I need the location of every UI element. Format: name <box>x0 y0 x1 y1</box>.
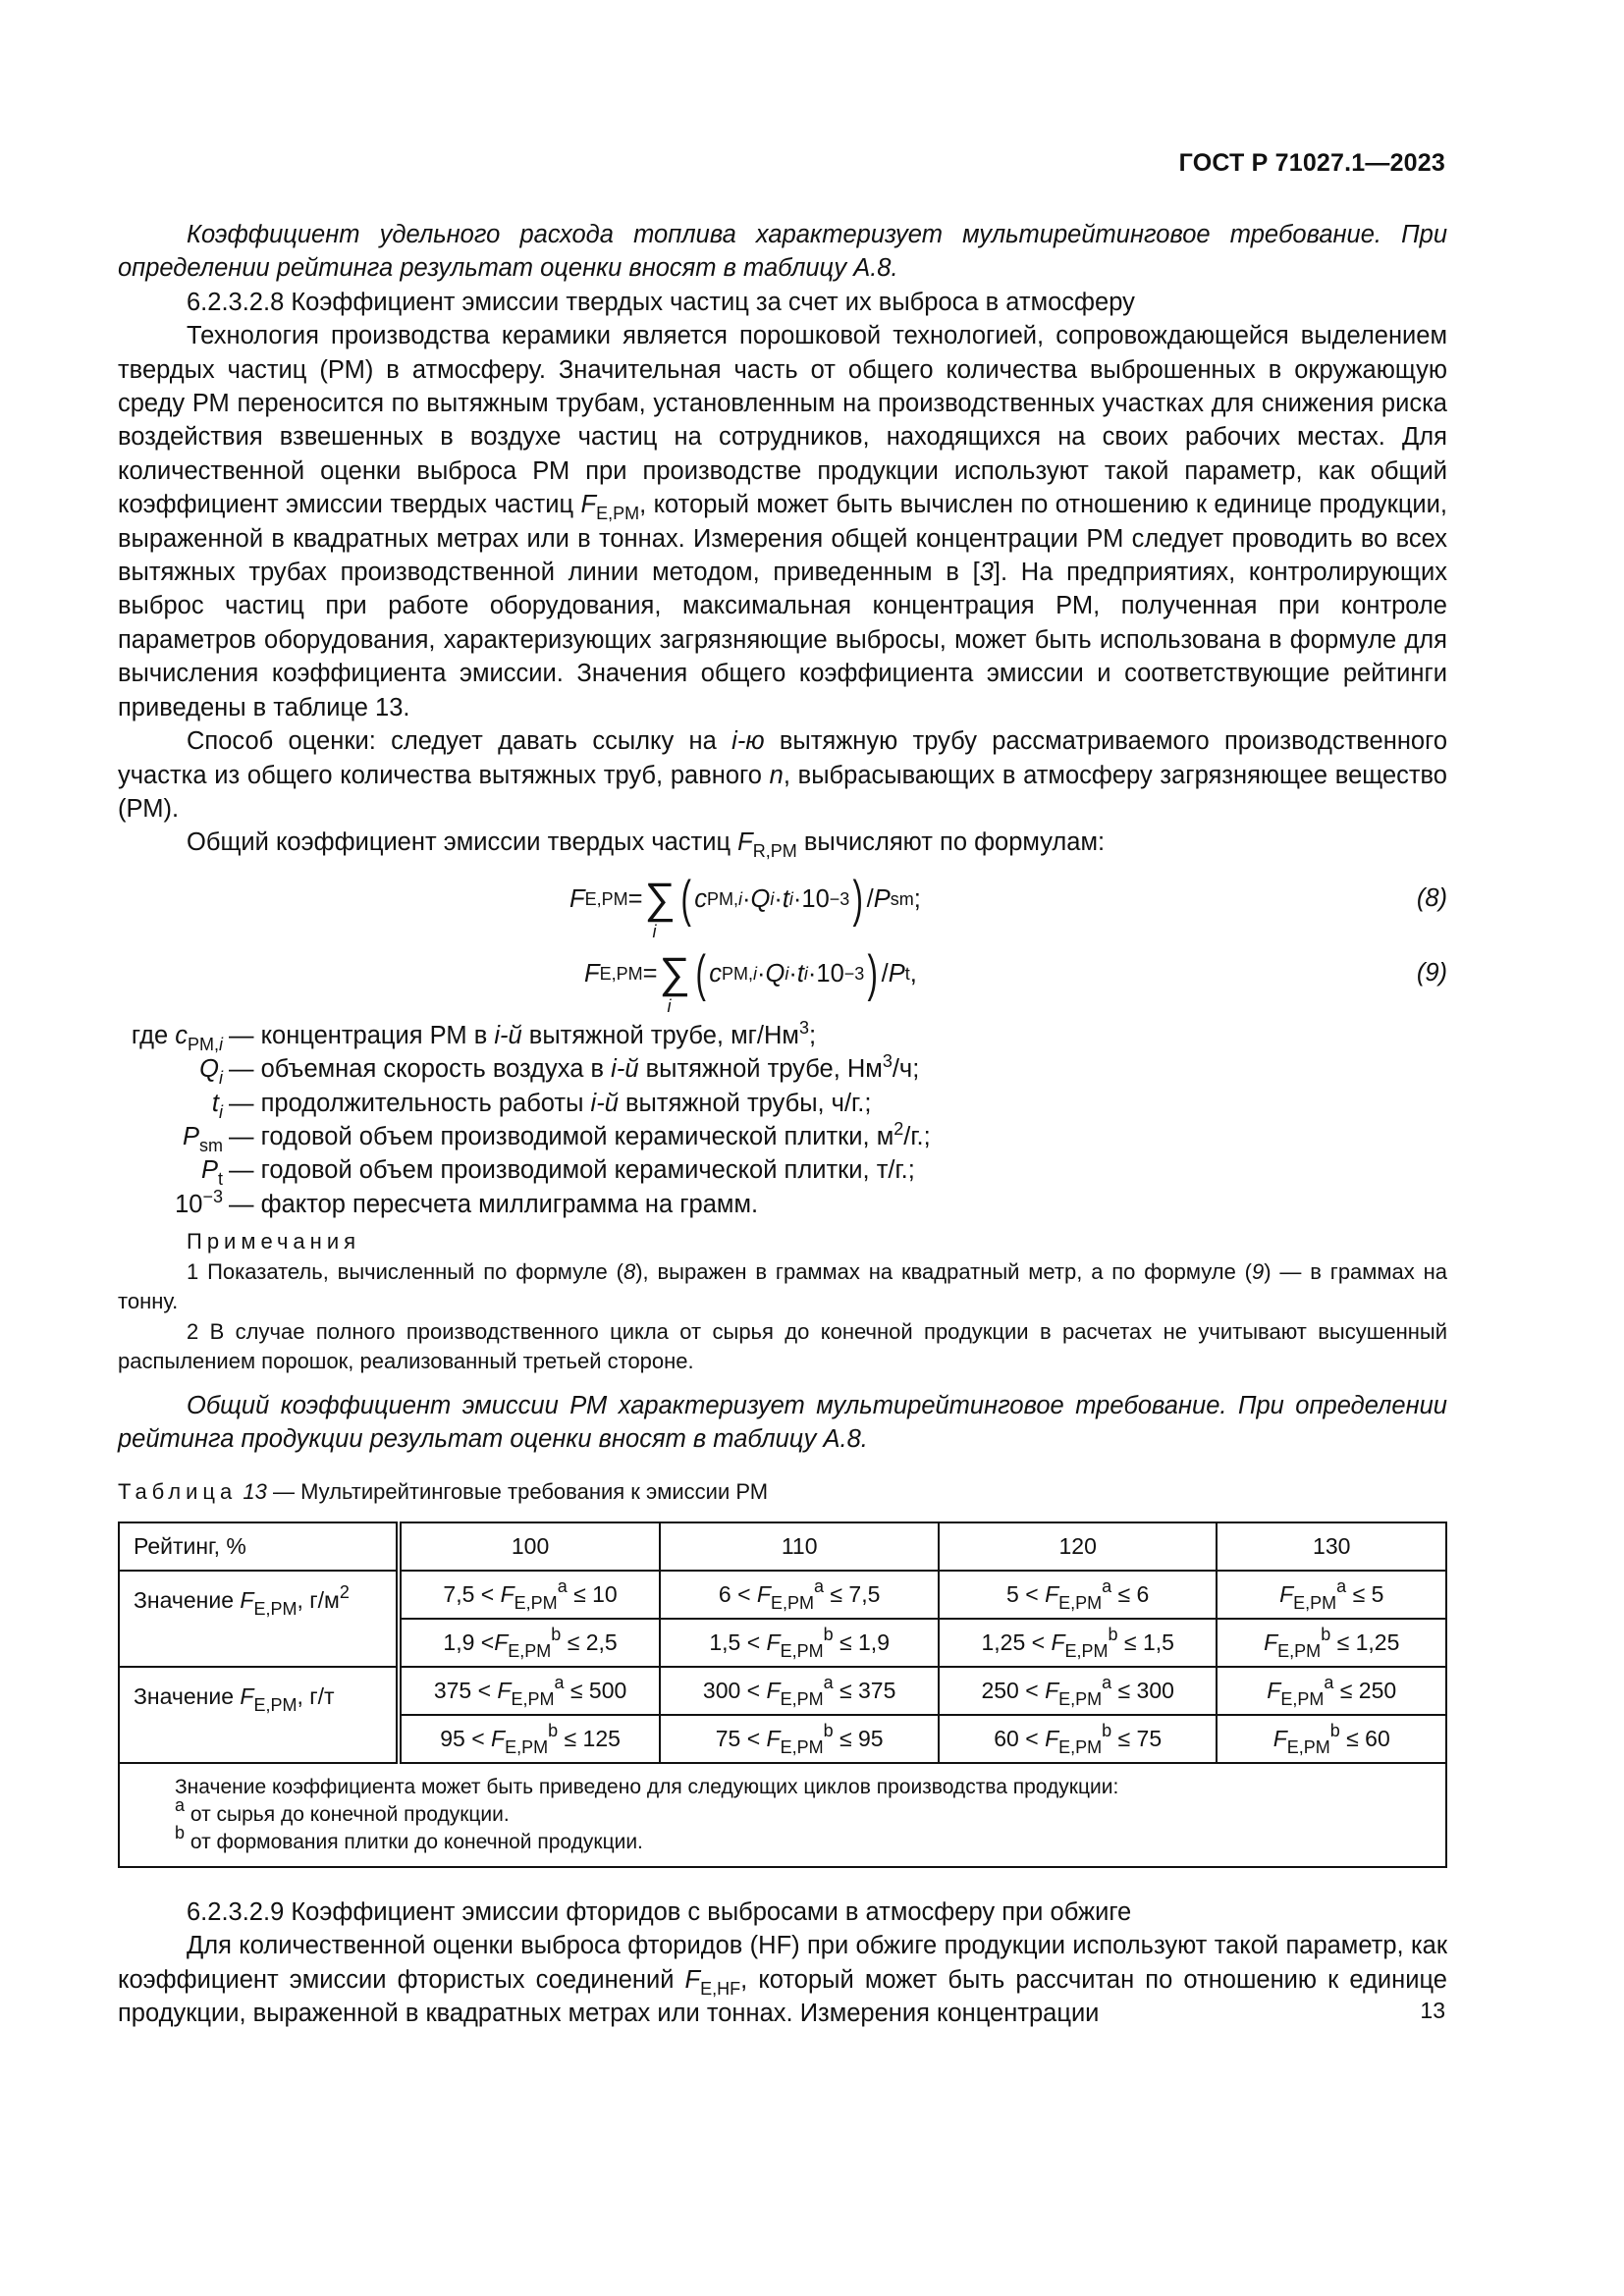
page-number: 13 <box>1420 1998 1445 2023</box>
rating-130: 130 <box>1217 1522 1446 1571</box>
section-heading-6-2-3-2-9: 6.2.3.2.9 Коэффициент эмиссии фторидов с выбросами в атмосферу при обжиге <box>187 1897 1132 1926</box>
table-cell: $375 < F_{E,PM}^a \le 500$ <box>399 1667 661 1715</box>
table-cell: $F_{E,PM}^a \le 5$ <box>1217 1571 1446 1619</box>
table-cell: $F_{E,PM}^a \le 250$ <box>1217 1667 1446 1715</box>
definition-factor: $10^{-3}$ — фактор пересчета миллиграмма на грамм. <box>175 1186 759 1218</box>
table-footnote-row <box>119 1763 1446 1867</box>
formula-9: F E,PM = ∑ i ( c PM,i · Q i · t i · 10 −3 ) / P t , (9) <box>584 944 1447 1016</box>
page-content <box>118 218 1447 2031</box>
hf-paragraph: Для количественной оценки выброса фторидов (HF) при обжиге продукции используют такой параметр, как коэффициент эмиссии фтористых соединений $F_{E,HF}$, который может быть рассчитан по отношению к единице продукции, выраженной в квадратных метрах или тоннах. Измерения концентрации <box>118 1932 1447 2028</box>
formula-number: (9) <box>1416 958 1447 987</box>
table-caption: Таблица 13 — Мультирейтинговые требования к эмиссии РМ <box>118 1479 769 1505</box>
table-cell: $F_{E,PM}^b \le 1,25$ <box>1217 1619 1446 1667</box>
formula-number: (8) <box>1416 883 1447 912</box>
emission-rating-table <box>118 1522 1447 1868</box>
method-paragraph: Способ оценки: следует давать ссылку на i-ю вытяжную трубу рассматриваемого производственного участка из общего количества вытяжных труб, равного n, выбрасывающих в атмосферу загрязняющее вещество (РМ). <box>118 727 1448 823</box>
rating-label: Рейтинг, % <box>119 1522 399 1571</box>
definition-c: где $c_{PM,i}$ — концентрация РМ в i-й вытяжной трубе, $мг/Нм^3$; <box>131 1017 817 1054</box>
definition-t: $t_i$ — продолжительность работы i-й вытяжной трубы, ч/г.; <box>211 1089 872 1122</box>
notes <box>118 1227 1447 1377</box>
table-cell: $300 < F_{E,PM}^a \le 375$ <box>660 1667 939 1715</box>
table-cell: $95 < F_{E,PM}^b \le 125$ <box>399 1715 661 1763</box>
technology-paragraph: Технология производства керамики является порошковой технологией, сопровождающейся выделением твердых частиц (РМ) в атмосферу. Значительная часть от общего количества выброшенных в окружающую среду РМ переносится по вытяжным трубам, установленным на производственных участках для снижения риска воздействия взвешенных в воздухе частиц на сотрудников, находящихся на своих рабочих местах. Для количественной оценки выброса РМ при производстве продукции используют такой параметр, как общий коэффициент эмиссии твердых частиц $F_{E,PM}$, который может быть вычислен по отношению к единице продукции, выраженной в квадратных метрах или в тоннах. Измерения общей концентрации РМ следует проводить во всех вытяжных трубах производственной линии методом, приведенным в [3]. На предприятиях, контролирующих выброс частиц при работе оборудования, максимальная концентрация РМ, полученная при контроле параметров оборудования, характеризующих загрязняющие выбросы, может быть использована в формуле для вычисления коэффициента эмиссии. Значения общего коэффициента эмиссии и соответствующие рейтинги приведены в таблице 13. <box>118 322 1448 721</box>
notes-heading: Примечания <box>187 1229 361 1255</box>
note-2: 2 В случае полного производственного цикла от сырья до конечной продукции в расчетах не учитывают высушенный распылением порошок, реализованный третьей стороне. <box>118 1318 1447 1374</box>
table-cell: $250 < F_{E,PM}^a \le 300$ <box>939 1667 1218 1715</box>
table-cell: $6 < F_{E,PM}^a \le 7,5$ <box>660 1571 939 1619</box>
table-cell: $F_{E,PM}^b \le 60$ <box>1217 1715 1446 1763</box>
rating-120: 120 <box>939 1522 1218 1571</box>
table-cell: $1,5 < F_{E,PM}^b \le 1,9$ <box>660 1619 939 1667</box>
table-cell: $7,5 < F_{E,PM}^a \le 10$ <box>399 1571 661 1619</box>
table-header-row <box>119 1522 1446 1571</box>
section-heading-6-2-3-2-8: 6.2.3.2.8 Коэффициент эмиссии твердых частиц за счет их выброса в атмосферу <box>187 288 1135 316</box>
table-row <box>119 1571 1446 1619</box>
fuel-rating-note: Коэффициент удельного расхода топлива характеризует мультирейтинговое требование. При определении рейтинга результат оценки вносят в таблицу А.8. <box>118 221 1447 283</box>
table-row <box>119 1667 1446 1715</box>
pm-rating-note: Общий коэффициент эмиссии РМ характеризует мультирейтинговое требование. При определении рейтинга продукции результат оценки вносят в таблицу А.8. <box>118 1391 1447 1454</box>
table-cell: $75 < F_{E,PM}^b \le 95$ <box>660 1715 939 1763</box>
definition-psm: $P_{sm}$ — годовой объем производимой керамической плитки, $м^2/г$.; <box>182 1118 931 1155</box>
variable-definitions <box>118 1019 1447 1221</box>
table-cell: $5 < F_{E,PM}^a \le 6$ <box>939 1571 1218 1619</box>
definition-q: $Q_i$ — объемная скорость воздуха в i-й вытяжной трубе, $Нм^3/ч$; <box>199 1051 920 1089</box>
rating-100: 100 <box>399 1522 661 1571</box>
table-footnote: Значение коэффициента может быть приведено для следующих циклов производства продукции: $^a$ от сырья до конечной продукции. $^b$ от формования плитки до конечной продукции. <box>119 1763 1446 1867</box>
sum-sign: ∑ i <box>659 948 690 1016</box>
document-code: ГОСТ Р 71027.1—2023 <box>1178 149 1445 177</box>
sum-sign: ∑ i <box>644 874 676 941</box>
definition-pt: $P_t$ — годовой объем производимой керамической плитки, т/г.; <box>200 1156 915 1190</box>
note-1: 1 Показатель, вычисленный по формуле (8), выражен в граммах на квадратный метр, а по формуле (9) — в граммах на тонну. <box>118 1258 1448 1314</box>
table-cell: $1,25 < F_{E,PM}^b \le 1,5$ <box>939 1619 1218 1667</box>
row-label-per-t: Значение $F_{E,PM}$, г/т <box>119 1667 399 1763</box>
table-cell: $1,9 <F_{E,PM}^b \le 2,5$ <box>399 1619 661 1667</box>
formula-intro: Общий коэффициент эмиссии твердых частиц $F_{R,PM}$ вычисляют по формулам: <box>187 828 1106 862</box>
row-label-per-m2: Значение $F_{E,PM}$, $г/м^2$ <box>119 1571 399 1667</box>
rating-110: 110 <box>660 1522 939 1571</box>
table-cell: $60 < F_{E,PM}^b \le 75$ <box>939 1715 1218 1763</box>
formula-8: F E,PM = ∑ i ( c PM,i · Q i · t i · 10 −3 ) / P sm ; (8) <box>569 870 1447 941</box>
